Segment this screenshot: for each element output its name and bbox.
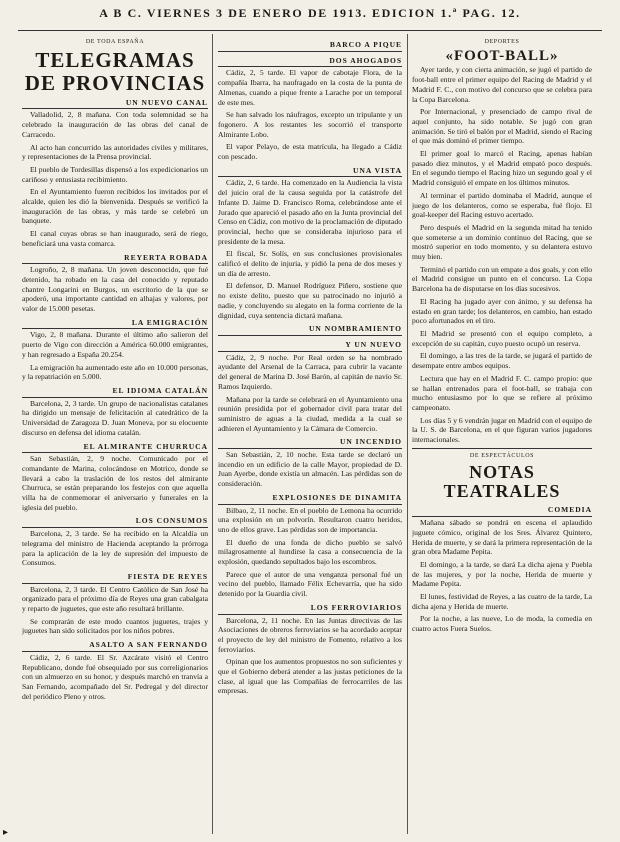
article-paragraph: Mañana sábado se pondrá en escena el aplaudido juguete cómico, original de los Sres. Álvarez Quintero, Herida de muerte, y se dará la primera representación de la gran obra Madame Pepita. (412, 518, 592, 557)
article-paragraph: Bilbao, 2, 11 noche. En el pueblo de Lemona ha ocurrido una explosión en un polvorín. Resultaron cuatro heridos, uno de ellos grave. Las pérdidas son de importancia. (218, 505, 402, 534)
column-divider (212, 34, 213, 834)
article-paragraph: Opinan que los aumentos propuestos no son suficientes y que el Gobierno deberá atender a las justas peticiones de la clase, al igual que las Compañías de ferrocarriles de las empresas. (218, 657, 402, 696)
article-paragraph: Al acto han concurrido las autoridades civiles y militares, y representaciones de la Prensa provincial. (22, 142, 208, 162)
article-paragraph: Lectura que hay en el Madrid F. C. campo propio: que se hallan entrenados para el foot-ball, se trabaja con mucho entusiasmo por lo que se refiere al próximo campeonato. (412, 373, 592, 412)
article-paragraph: Cádiz, 2, 6 tarde. Ha comenzado en la Audiencia la vista del juicio oral de la causa seguida por la catástrofe del Infante D. Jaime D. Francisco Roma, celebrándose ante el Jurado que apareció el pasado año en la Junta provincial del Censo en Cádiz, con motivo de la proclamación de diputado provincial, hecho que se consideraba injurioso para el presidente de la mesa. (218, 178, 402, 246)
article-heading: DOS AHOGADOS (218, 56, 402, 68)
article-paragraph: Barcelona, 2, 3 tarde. El Centro Católico de San José ha organizado para el próximo día de Reyes una gran cabalgata y reparto de juguetes, que este año resultará brillante. (22, 584, 208, 614)
article-paragraph: Parece que el autor de una venganza personal fué un vecino del pueblo, llamado Félix Echevarría, que ha sido detenido por la Guardia civil. (218, 569, 402, 599)
article-paragraph: El lunes, festividad de Reyes, a las cuatro de la tarde, La dicha ajena y Herida de muerte. (412, 592, 592, 611)
article-paragraph: Cádiz, 2, 6 tarde. El Sr. Azcárate visitó el Centro Republicano, donde fué obsequiado por sus correligionarios con un almuerzo en su honor, y después marchó en tranvía a San Fernando, acompañado del Sr. Pedregal y del director del periódico Pleno y otros. (22, 652, 208, 701)
column-deportes (412, 36, 592, 832)
article-paragraph: El fiscal, Sr. Solís, en sus conclusiones provisionales calificó el delito de injuria, y pidió la pena de dos meses y un día de arresto. (218, 249, 402, 278)
article-paragraph: Se han salvado los náufragos, excepto un tripulante y un fogonero. A los restantes les socorrió el transporte Almirante Lobo. (218, 110, 402, 139)
article-heading: UN NUEVO CANAL (22, 98, 208, 110)
article-paragraph: El domingo, a las tres de la tarde, se jugará el partido de desempate entre ambos equipos. (412, 351, 592, 371)
article-paragraph: La emigración ha aumentado este año en 10.000 personas, y la repatriación en 5.000. (22, 362, 208, 382)
article-paragraph: Barcelona, 2, 11 noche. En las Juntas directivas de las Asociaciones de obreros ferroviarios se ha acordado aceptar el proyecto de ley del ministro de Fomento, relativo a los ferroviarios. (218, 615, 402, 654)
section-label: DEPORTES (484, 39, 520, 45)
article-paragraph: Ayer tarde, y con cierta animación, se jugó el partido de foot-ball entre el primer equipo del Racing de Madrid y el Madrid F. C., con motivo del concurso que se celebra para la Copa Barcelona. (412, 65, 592, 104)
article-paragraph: Vigo, 2, 8 mañana. Durante el último año salieron del puerto de Vigo con dirección a América 60.000 emigrantes, y han regresado a España 20.254. (22, 330, 208, 359)
article-paragraph: Al terminar el partido dominaba el Madrid, aunque el juego de los delanteros, como se esperaba, fué flojo. El goal-keeper del Racing estuvo acertado. (412, 190, 592, 220)
article-paragraph: Mañana por la tarde se celebrará en el Ayuntamiento una reunión presidida por el gobernador civil para tratar del suministro de aguas a la ciudad, medida a la cual se adhieren el Ayuntamiento y la Cámara de Comercio. (218, 394, 402, 433)
section-label: DE ESPECTÁCULOS (469, 452, 535, 459)
headline-notas-teatrales: NOTAS TEATRALES (443, 462, 561, 502)
column-provincias (22, 36, 208, 832)
article-heading: LOS CONSUMOS (22, 516, 208, 528)
article-paragraph: El dueño de una fonda de dicho pueblo se salvó milagrosamente al hundirse la casa a consecuencia de la explosión, quedando sepultados bajo los escombros. (218, 537, 402, 567)
header-rule (18, 30, 602, 31)
column-noticias (218, 36, 402, 832)
article-paragraph: El Madrid se presentó con el equipo completo, a excepción de su capitán, cuyo puesto ocupó un reserva. (412, 328, 592, 348)
article-paragraph: Valladolid, 2, 8 mañana. Con toda solemnidad se ha celebrado la inauguración de las obras del canal de Carracedo. (22, 110, 208, 139)
article-paragraph: El domingo, a la tarde, se dará La dicha ajena y Puebla de las mujeres, y por la noche, Herida de muerte y Madame Pepita. (412, 559, 592, 589)
article-paragraph: Los días 5 y 6 vendrán jugar en Madrid con el equipo de la U. S. de Barcelona, en el que figuran varios jugadores internacionales. (412, 415, 592, 445)
article-heading: EL IDIOMA CATALÁN (22, 386, 208, 398)
article-paragraph: San Sebastián, 2, 10 noche. Esta tarde se declaró un incendio en un edificio de la calle Mayor, propiedad de D. Juan Ayerbe, donde existía un almacén. Las pérdidas son de consideración. (218, 450, 402, 489)
headline-football: «FOOT-BALL» (445, 47, 559, 64)
article-heading: COMEDIA (412, 505, 592, 517)
headline-telegramas: TELEGRAMAS (35, 47, 195, 72)
article-paragraph: Logroño, 2, 8 mañana. Un joven desconocido, que fué detenido, ha robado en la casa del conocido y reputado chantre Longarini en Burgos, un escritorio de la que se apoderó, una importante cantidad en alhajas y valores, por valor de 15.000 pesetas. (22, 265, 208, 314)
headline-provincias: DE PROVINCIAS (24, 70, 206, 95)
page-header: A B C. VIERNES 3 DE ENERO DE 1913. EDICION 1.ª PAG. 12. (99, 6, 521, 20)
article-paragraph: El canal cuyas obras se han inaugurado, será de riego, beneficiará una vasta comarca. (22, 229, 208, 248)
article-heading: LOS FERROVIARIOS (218, 603, 402, 615)
article-heading: REYERTA ROBADA (22, 253, 208, 265)
section-rule (412, 448, 592, 449)
article-paragraph: Terminó el partido con un empate a dos goals, y con ello el Madrid consigue un punto en el concurso. La Copa Barcelona ha de disputarse en los días sucesivos. (412, 264, 592, 294)
article-heading: LA EMIGRACIÓN (22, 318, 208, 330)
article-heading: EL ALMIRANTE CHURRUCA (22, 442, 208, 454)
article-paragraph: El primer goal lo marcó el Racing, apenas habían pasado diez minutos, y el Madrid empató poco después. En el segundo tiempo el Racing hizo un segundo goal y el Madrid consiguió el empate en los últimos minutos. (412, 149, 592, 188)
article-paragraph: Por la noche, a las nueve, Lo de moda, la comedia en cuatro actos Fuera Suelos. (412, 614, 592, 634)
article-paragraph: San Sebastián, 2, 9 noche. Comunicado por el comandante de Marina, colocándose en Motrico, donde se llevará a cabo la traslación de los restos del almirante Churruca, se están preparando los festejos con que aquella villa ha de conmemorar el aniversario y funerales en la iglesia del pueblo. (22, 454, 208, 512)
article-paragraph: Pero después el Madrid en la segunda mitad ha tenido que someterse a un dominio continuo del Racing, que se mostró superior en todo momento, y su delantera estuvo muy bien. (412, 222, 592, 262)
article-paragraph: Barcelona, 2, 3 tarde. Un grupo de nacionalistas catalanes ha dirigido un mensaje de felicitación al catedrático de la Universidad de Zaragoza D. Juan Moneva, por su elocuente discurso en defensa del idioma catalán. (22, 398, 208, 437)
article-paragraph: El defensor, D. Manuel Rodríguez Piñero, sostiene que no existe delito, puesto que su patrocinado no injurió a nadie, y concluyendo su alegato en la forma corriente de la dignidad, cuya sentencia dictará mañana. (218, 281, 402, 320)
article-paragraph: Por Internacional, y presenciado de campo rival de aquel conjunto, ha sido notable. Se jugó con gran animación. Se tiró el balón por el Madrid, siendo el Racing el que más dominó el primer tiempo. (412, 107, 592, 146)
article-heading: Y UN NUEVO (218, 340, 402, 352)
article-heading: BARCO A PIQUE (218, 40, 402, 52)
article-heading: UN INCENDIO (218, 437, 402, 449)
section-label: DE TODA ESPAÑA (85, 39, 145, 45)
article-paragraph: Se comprarán de este modo cuantos juguetes, trajes y juguetes han sido solicitados por los niños pobres. (22, 616, 208, 636)
column-divider (407, 34, 408, 834)
article-heading: EXPLOSIONES DE DINAMITA (218, 493, 402, 505)
article-paragraph: Cádiz, 2, 9 noche. Por Real orden se ha nombrado ayudante del Arsenal de la Carraca, para cubrir la vacante del general de Marina D. José Barón, al capitán de navío Sr. Ramos Izquierdo. (218, 352, 402, 391)
article-paragraph: Barcelona, 2, 3 tarde. Se ha recibido en la Alcaldía un telegrama del ministro de Hacienda aceptando la prórroga para la aplicación de la ley de supresión del impuesto de Consumos. (22, 529, 208, 568)
article-heading: UN NOMBRAMIENTO (218, 324, 402, 336)
arrow-icon: ▸ (3, 827, 9, 838)
article-paragraph: En el Ayuntamiento fueron recibidos los invitados por el alcalde, quien les dió la bienvenida. Después se verificó la inauguración de las obras, y más tarde se celebró un banquete. (22, 187, 208, 226)
article-heading: UNA VISTA (218, 166, 402, 178)
article-paragraph: El vapor Pelayo, de esta matrícula, ha llegado a Cádiz con pescado. (218, 142, 402, 162)
article-paragraph: Cádiz, 2, 5 tarde. El vapor de cabotaje Flora, de la compañía Ibarra, ha naufragado en la costa de la punta de Almenas, cuando a pique frente a Larache por un temporal de este mes. (218, 68, 402, 107)
article-heading: FIESTA DE REYES (22, 572, 208, 584)
article-paragraph: El Racing ha jugado ayer con ánimo, y su defensa ha estado en gran tarde; los delanteros, en cambio, han estado poco afortunados en el tiro. (412, 296, 592, 326)
article-paragraph: El pueblo de Tordesillas dispensó a los expedicionarios un cariñoso y entusiasta recibimiento. (22, 164, 208, 184)
article-heading: ASALTO A SAN FERNANDO (22, 640, 208, 652)
